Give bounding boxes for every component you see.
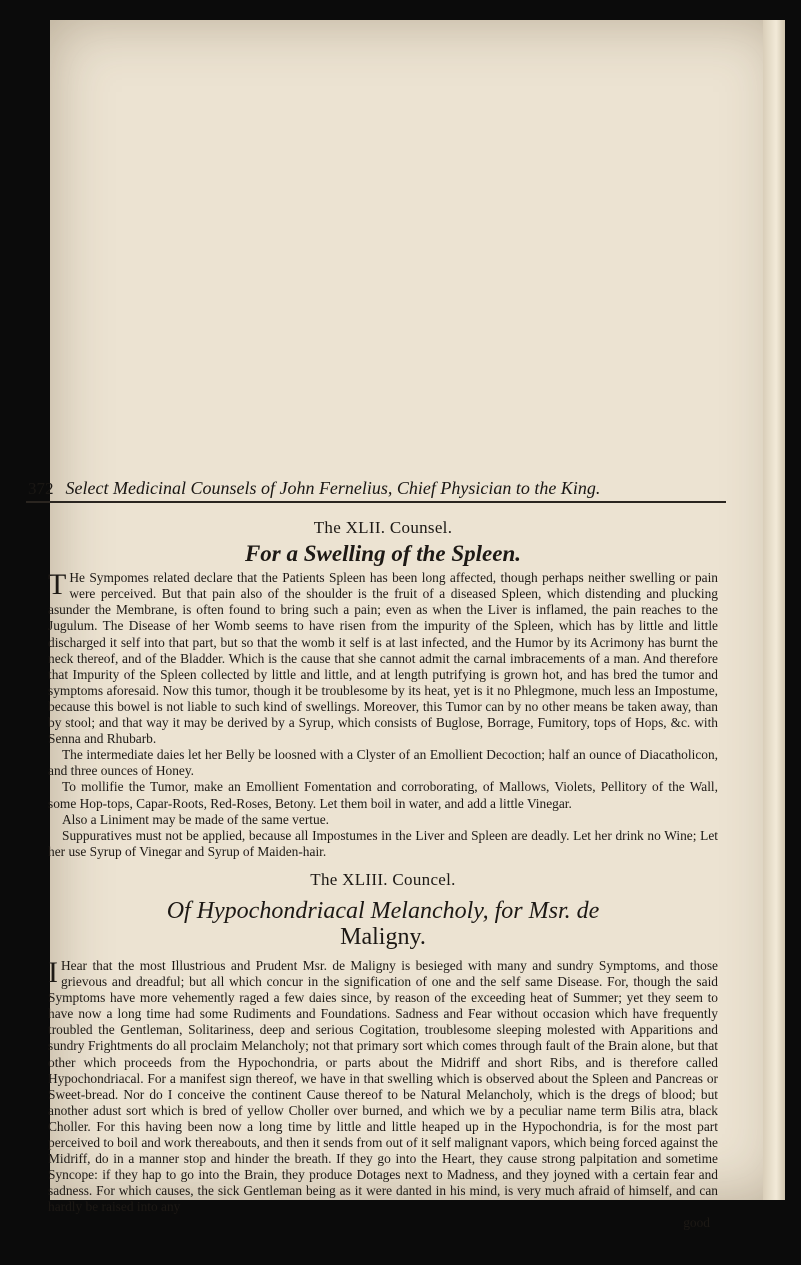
header-rule (26, 501, 726, 503)
counsel-42-heading: The XLII. Counsel. (313, 518, 453, 537)
dropcap-t: T (48, 568, 67, 602)
page-number: 372 (28, 479, 54, 498)
counsel-42-para-2: The intermediate daies let her Belly be loosned with a Clyster of an Emollient Decoction; half an ounce of Diacatholicon, and three ounces of Honey. (48, 747, 718, 779)
counsel-42-para-5: Suppuratives must not be applied, because all Impostumes in the Liver and Spleen are deadly. Let her drink no Wine; Let her use Syrup of Vinegar and Syrup of Maiden-hair. (48, 827, 718, 859)
running-header (28, 478, 718, 499)
counsel-42-title: For a Swelling of the Spleen. (244, 541, 522, 567)
counsel-43-title: Of Hypochondriacal Melancholy, for Msr. de Maligny. (166, 897, 600, 950)
catchword: good (683, 1215, 710, 1231)
adjacent-page-edge (763, 20, 785, 1200)
page-body (48, 518, 718, 1232)
running-title: Select Medicinal Counsels of John Fernelius, Chief Physician to the King. (65, 478, 601, 498)
counsel-42-para-3: To mollifie the Tumor, make an Emollient Fomentation and corroborating, of Mallows, Violets, Pellitory of the Wall, some Hop-tops, Capar-Roots, Red-Roses, Betony. Let them boil in water, and add a little Vinegar. (48, 779, 718, 811)
counsel-43-para-1: I Hear that the most Illustrious and Prudent Msr. de Maligny is besieged with many and sundry Symptoms, and those grievous and dreadful; but all which concur in the signification of one and the self same Disease. For, though the said Symptoms have more vehemently raged a few daies since, by reason of the exceeding heat of Summer; yet they seem to have now a long time had some Rudiments and Foundations. Sadness and Fear without occasion which have frequently troubled the Gentleman, Solitariness, deep and serious Cogitation, troublesome sleeping molested with Apparitions and sundry Frightments do all proclaim Melancholy; not that primary sort which comes through fault of the Brain alone, but that other which proceeds from the Hypochondria, or parts about the Midriff and short Ribs, and is therefore called Hypochondriacal. For a manifest sign thereof, we have in that swelling which is observed about the Spleen and Pancreas or Sweet-bread. Nor do I conceive the continent Cause thereof to be Natural Melancholy, which is the dregs of blood; but another adust sort which is bred of yellow Choller over burned, and which we by a peculiar name term Bilis atra, black Choller. For this having been now a long time by little and little heaped up in the Hypochondria, is for the most part perceived to boil and work thereabouts, and then it sends from out of it self malignant vapors, which being forced against the Midriff, do in a manner stop and hinder the breath. If they go into the Heart, they cause strong palpitation and sometime Syncope: if they hap to go into the Brain, they produce Dotages next to Madness, and they joyned with a certain fear and sadness. For which causes, the sick Gentleman being as it were danted in his mind, is very much afraid of himself, and can hardly be raised into any (48, 955, 718, 1215)
counsel-43-heading: The XLIII. Councel. (310, 869, 456, 889)
counsel-42-para-1: T He Sympomes related declare that the Patients Spleen has been long affected, though perhaps neither swelling or pain were perceived. But that pain also of the shoulder is the fruit of a diseased Spleen, which distending and plucking asunder the Membrane, is often found to bring such a pain; even as when the Liver is inflamed, the pain reaches to the Jugulum. The Disease of her Womb seems to have risen from the impurity of the Spleen, which has by little and little discharged it self into that part, but so that the womb it self is at last infected, and the Humor by its Acrimony has burnt the neck thereof, and of the Bladder. Which is the cause that she cannot admit the carnal imbracements of a man. And therefore that Impurity of the Spleen collected by little and little, and at length putrifying is grown hot, and has bred the tumor and symptoms aforesaid. Now this tumor, though it be troublesome by its heat, yet is it no Phlegmone, much less an Impostume, because this bowel is not liable to such kind of swellings. Moreover, this Tumor can by no other means be taken away, than by stool; and that way it may be derived by a Syrup, which consists of Buglose, Borrage, Fumitory, tops of Hops, &c. with Senna and Rhubarb. (48, 568, 718, 747)
dropcap-i: I (48, 955, 58, 989)
counsel-42-para-4: Also a Liniment may be made of the same vertue. (62, 811, 329, 827)
